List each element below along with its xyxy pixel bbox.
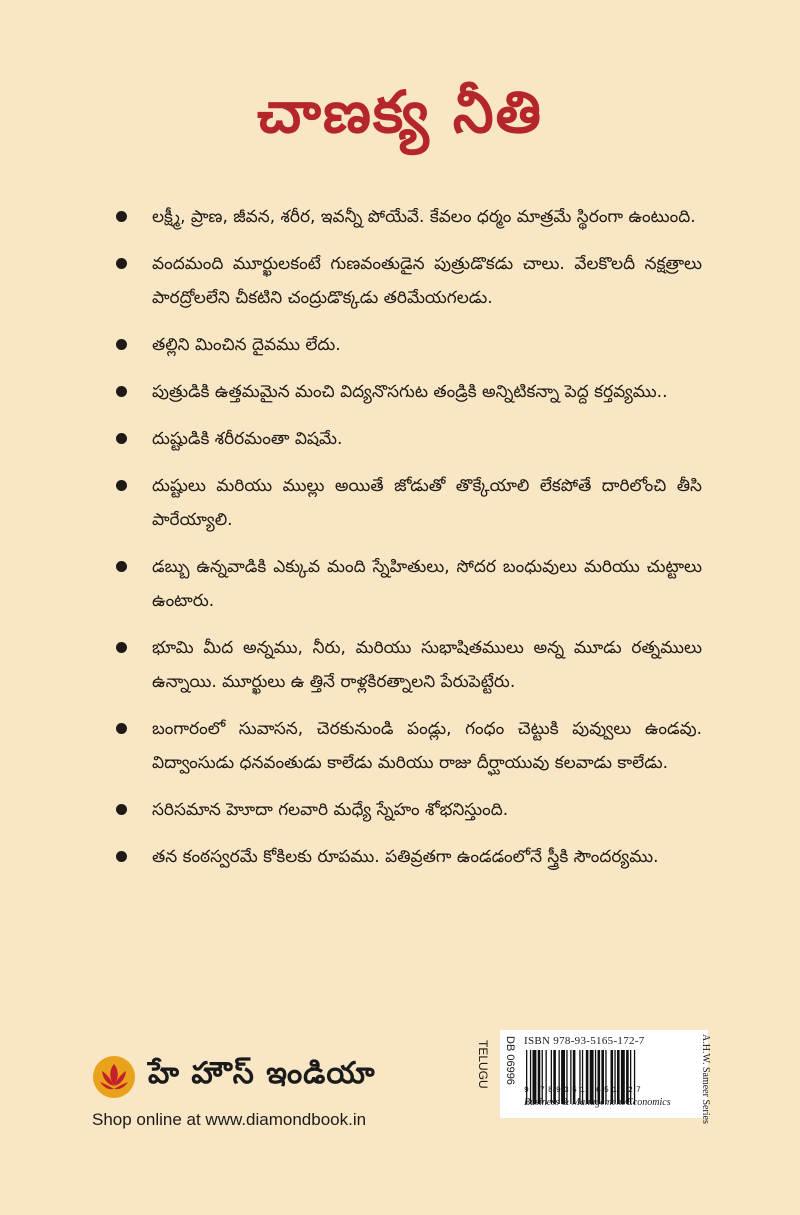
verse-text: తల్లిని మించిన దైవము లేదు. bbox=[152, 335, 341, 355]
barcode-stripe bbox=[630, 1050, 631, 1104]
barcode-stripe bbox=[614, 1050, 615, 1104]
publisher-block bbox=[92, 1055, 376, 1099]
bullet-icon bbox=[116, 258, 127, 269]
barcode-stripe bbox=[582, 1050, 583, 1104]
series-label: A.H.W. Sameer Series bbox=[700, 1034, 711, 1124]
isbn-label: ISBN 978-93-5165-172-7 bbox=[524, 1035, 645, 1047]
book-code: DB 06996 bbox=[504, 1036, 516, 1085]
barcode-stripe bbox=[579, 1050, 580, 1104]
barcode-stripe bbox=[551, 1050, 552, 1104]
barcode-stripe bbox=[626, 1050, 629, 1104]
barcode-stripe bbox=[573, 1050, 576, 1104]
book-title: చాణక్య నీతి bbox=[256, 78, 543, 146]
barcode-stripe bbox=[617, 1050, 620, 1104]
verse-item bbox=[112, 631, 702, 699]
barcode-stripe bbox=[553, 1050, 556, 1104]
barcode-stripe bbox=[586, 1050, 589, 1104]
verse-text: దుష్టుడికి శరీరమంతా విషమే. bbox=[152, 429, 343, 449]
publisher-name: హే హౌస్ ఇండియా bbox=[148, 1056, 376, 1091]
bullet-icon bbox=[116, 642, 127, 653]
bullet-icon bbox=[116, 851, 127, 862]
shop-online-text: Shop online at www.diamondbook.in bbox=[92, 1110, 367, 1129]
verse-text: భూమి మీద అన్నము, నీరు, మరియు సుభాషితములు అన్న మూడు రత్నములు ఉన్నాయి. మూర్ఖులు ఉ త్తినే రాళ్లకిరత్నాలని పేరుపెట్టేరు. bbox=[152, 638, 702, 692]
verse-item bbox=[112, 550, 702, 618]
verse-item bbox=[112, 328, 702, 362]
verse-item bbox=[112, 840, 702, 874]
language-label: TELUGU bbox=[476, 1040, 490, 1089]
lotus-logo-icon bbox=[92, 1055, 136, 1099]
barcode-stripe bbox=[542, 1050, 543, 1104]
barcode-stripe bbox=[538, 1050, 541, 1104]
barcode-stripe bbox=[566, 1050, 567, 1104]
barcode-stripe bbox=[533, 1050, 537, 1104]
verse-text: పుత్రుడికి ఉత్తమమైన మంచి విద్యనొసగుట తండ్రికి అన్నిటికన్నా పెద్ద కర్తవ్యము.. bbox=[152, 382, 668, 402]
verse-text: వందమంది మూర్ఖులకంటే గుణవంతుడైన పుత్రుడొకడు చాలు. వేలకొలదీ నక్షత్రాలు పారద్రోలలేని చీకటిని చంద్రుడొక్కడు తరిమేయగలడు. bbox=[152, 254, 702, 308]
verse-text: సరిసమాన హెూదా గలవారి మధ్యే స్నేహం శోభనిస్తుంది. bbox=[152, 800, 509, 820]
bullet-icon bbox=[116, 386, 127, 397]
verse-text: తన కంఠస్వరమే కోకిలకు రూపము. పతివ్రతగా ఉండడంలోనే స్త్రీకి సౌందర్యము. bbox=[152, 847, 659, 867]
bullet-icon bbox=[116, 723, 127, 734]
category-label: Business & Management/Economics bbox=[524, 1097, 671, 1108]
bullet-icon bbox=[116, 561, 127, 572]
barcode-stripe bbox=[561, 1050, 565, 1104]
barcode-stripe bbox=[611, 1050, 614, 1104]
barcode-stripe bbox=[621, 1050, 625, 1104]
barcode-stripe bbox=[526, 1050, 527, 1104]
barcode-stripe bbox=[530, 1050, 531, 1104]
bullet-icon bbox=[116, 480, 127, 491]
verse-item bbox=[112, 712, 702, 780]
bullet-icon bbox=[116, 211, 127, 222]
verse-item bbox=[112, 793, 702, 827]
barcode-stripe bbox=[598, 1050, 601, 1104]
bullet-icon bbox=[116, 433, 127, 444]
barcode-stripe bbox=[595, 1050, 596, 1104]
barcode-digits: 9 789351 651727 bbox=[524, 1086, 645, 1095]
barcode-stripe bbox=[570, 1050, 571, 1104]
barcode-stripe bbox=[605, 1050, 606, 1104]
verse-text: లక్ష్మీ, ప్రాణ, జీవన, శరీర, ఇవన్నీ పోయేవే. కేవలం ధర్మం మాత్రమే స్థిరంగా ఉంటుంది. bbox=[152, 207, 696, 227]
verse-text: డబ్బు ఉన్నవాడికి ఎక్కువ మంది స్నేహితులు, సోదర బంధువులు మరియు చుట్టాలు ఉంటారు. bbox=[152, 557, 702, 611]
verse-list bbox=[112, 200, 702, 887]
verse-item bbox=[112, 200, 702, 234]
barcode-stripe bbox=[634, 1050, 635, 1104]
barcode-stripe bbox=[590, 1050, 594, 1104]
bullet-icon bbox=[116, 804, 127, 815]
verse-item bbox=[112, 247, 702, 315]
barcode-stripe bbox=[601, 1050, 604, 1104]
verse-text: బంగారంలో సువాసన, చెరకునుండి పండ్లు, గంధం చెట్టుకి పువ్వులు ఉండవు. విద్వాంసుడు ధనవంతుడు కాలేడు మరియు రాజు దీర్ఘాయువు కలవాడు కాలేడు. bbox=[152, 719, 702, 773]
bullet-icon bbox=[116, 339, 127, 350]
verse-item bbox=[112, 469, 702, 537]
barcode-stripe bbox=[546, 1050, 547, 1104]
barcode-stripe bbox=[559, 1050, 560, 1104]
verse-item bbox=[112, 375, 702, 409]
verse-text: దుష్టులు మరియు ముల్లు అయితే జోడుతో తొక్కేయాలి లేకపోతే దారిలోంచి తీసి పారేయ్యాలి. bbox=[152, 476, 702, 530]
verse-item bbox=[112, 422, 702, 456]
